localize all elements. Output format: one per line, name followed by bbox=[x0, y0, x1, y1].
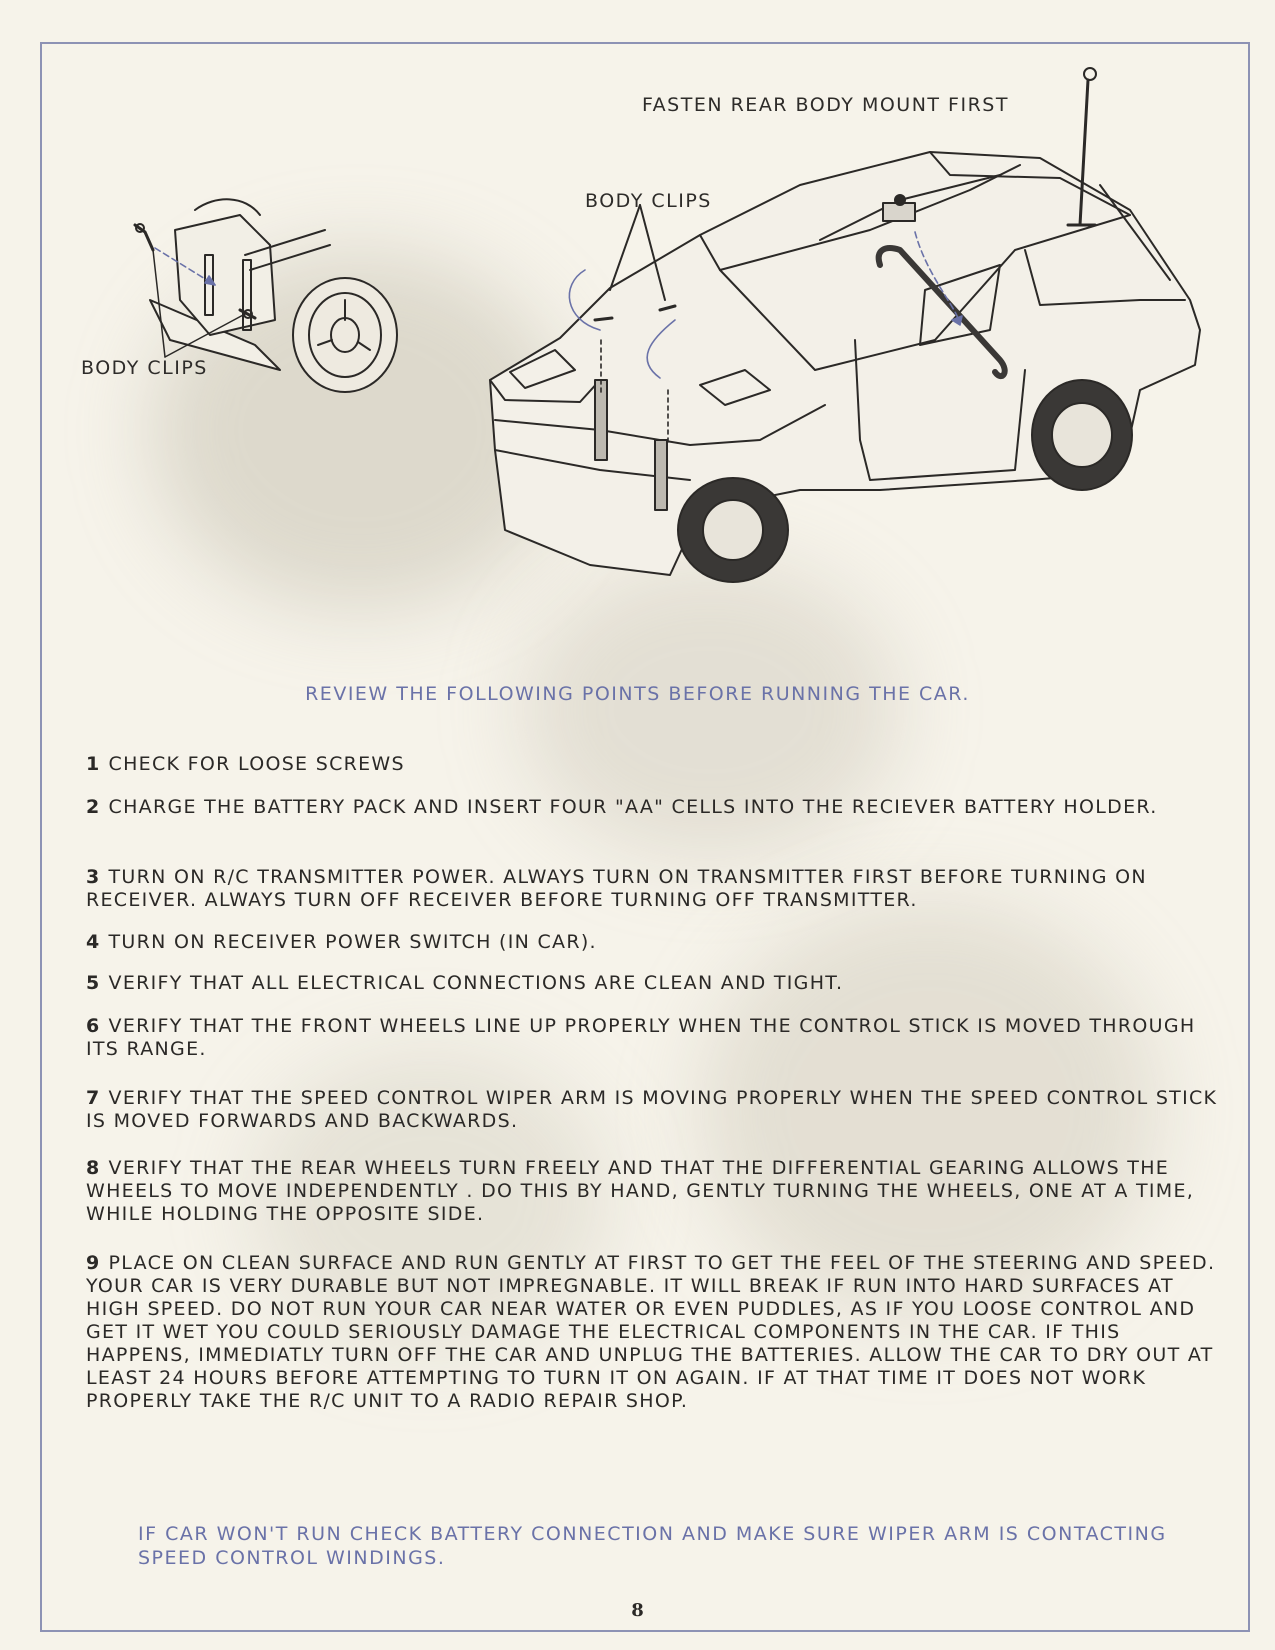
checklist-item-4 bbox=[86, 931, 1226, 954]
item-text: CHECK FOR LOOSE SCREWS bbox=[108, 753, 405, 775]
checklist-item-6 bbox=[86, 1015, 1226, 1061]
item-text: PLACE ON CLEAN SURFACE AND RUN GENTLY AT FIRST TO GET THE FEEL OF THE STEERING AND SPEED. YOUR CAR IS VERY DURABLE BUT NOT IMPREGNABLE. IT WILL BREAK IF RUN INTO HARD SURFACES AT HIGH SPEED. DO NOT RUN YOUR CAR NEAR WATER OR EVEN PUDDLES, AS IF YOU LOOSE CONTROL AND GET IT WET YOU COULD SERIOUSLY DAMAGE THE ELECTRICAL COMPONENTS IN THE CAR. IF THIS HAPPENS, IMMEDIATLY TURN OFF THE CAR AND UNPLUG THE BATTERIES. ALLOW THE CAR TO DRY OUT AT LEAST 24 HOURS BEFORE ATTEMPTING TO TURN IT ON AGAIN. IF AT THAT TIME IT DOES NOT WORK PROPERLY TAKE THE R/C UNIT TO A RADIO REPAIR SHOP. bbox=[86, 1252, 1216, 1412]
item-text: VERIFY THAT THE SPEED CONTROL WIPER ARM IS MOVING PROPERLY WHEN THE SPEED CONTROL STICK IS MOVED FORWARDS AND BACKWARDS. bbox=[86, 1087, 1218, 1132]
body-clips-label-left: BODY CLIPS bbox=[81, 357, 208, 379]
rear-body-mount-label: FASTEN REAR BODY MOUNT FIRST bbox=[642, 94, 1009, 116]
review-heading: REVIEW THE FOLLOWING POINTS BEFORE RUNNING THE CAR. bbox=[305, 683, 970, 705]
item-text: VERIFY THAT THE REAR WHEELS TURN FREELY AND THAT THE DIFFERENTIAL GEARING ALLOWS THE WHEELS TO MOVE INDEPENDENTLY . DO THIS BY HAND, GENTLY TURNING THE WHEELS, ONE AT A TIME, WHILE HOLDING THE OPPOSITE SIDE. bbox=[86, 1157, 1195, 1225]
item-number: 8 bbox=[86, 1157, 101, 1179]
item-text: TURN ON R/C TRANSMITTER POWER. ALWAYS TURN ON TRANSMITTER FIRST BEFORE TURNING ON RECEIVER. ALWAYS TURN OFF RECEIVER BEFORE TURNING OFF TRANSMITTER. bbox=[86, 866, 1147, 911]
car-body-mounting-illustration bbox=[0, 0, 1275, 680]
checklist-item-5 bbox=[86, 972, 1226, 995]
checklist-item-8 bbox=[86, 1157, 1226, 1226]
item-text: CHARGE THE BATTERY PACK AND INSERT FOUR "AA" CELLS INTO THE RECIEVER BATTERY HOLDER. bbox=[108, 796, 1158, 818]
body-clips-label-top: BODY CLIPS bbox=[585, 190, 712, 212]
checklist-item-3 bbox=[86, 866, 1226, 912]
checklist-item-9 bbox=[86, 1252, 1226, 1413]
item-text: VERIFY THAT ALL ELECTRICAL CONNECTIONS ARE CLEAN AND TIGHT. bbox=[108, 972, 844, 994]
item-number: 2 bbox=[86, 796, 101, 818]
checklist-item-1 bbox=[86, 753, 1226, 776]
item-number: 6 bbox=[86, 1015, 101, 1037]
checklist-item-7 bbox=[86, 1087, 1226, 1133]
item-number: 9 bbox=[86, 1252, 101, 1274]
item-number: 4 bbox=[86, 931, 101, 953]
item-number: 5 bbox=[86, 972, 101, 994]
item-number: 7 bbox=[86, 1087, 101, 1109]
item-number: 3 bbox=[86, 866, 101, 888]
item-number: 1 bbox=[86, 753, 101, 775]
item-text: TURN ON RECEIVER POWER SWITCH (IN CAR). bbox=[108, 931, 597, 953]
car-body bbox=[490, 68, 1200, 582]
item-text: VERIFY THAT THE FRONT WHEELS LINE UP PROPERLY WHEN THE CONTROL STICK IS MOVED THROUGH ITS RANGE. bbox=[86, 1015, 1196, 1060]
checklist-item-2 bbox=[86, 796, 1226, 819]
troubleshooting-note: IF CAR WON'T RUN CHECK BATTERY CONNECTION AND MAKE SURE WIPER ARM IS CONTACTING SPEED CONTROL WINDINGS. bbox=[138, 1523, 1167, 1569]
page-number: 8 bbox=[631, 1600, 644, 1621]
